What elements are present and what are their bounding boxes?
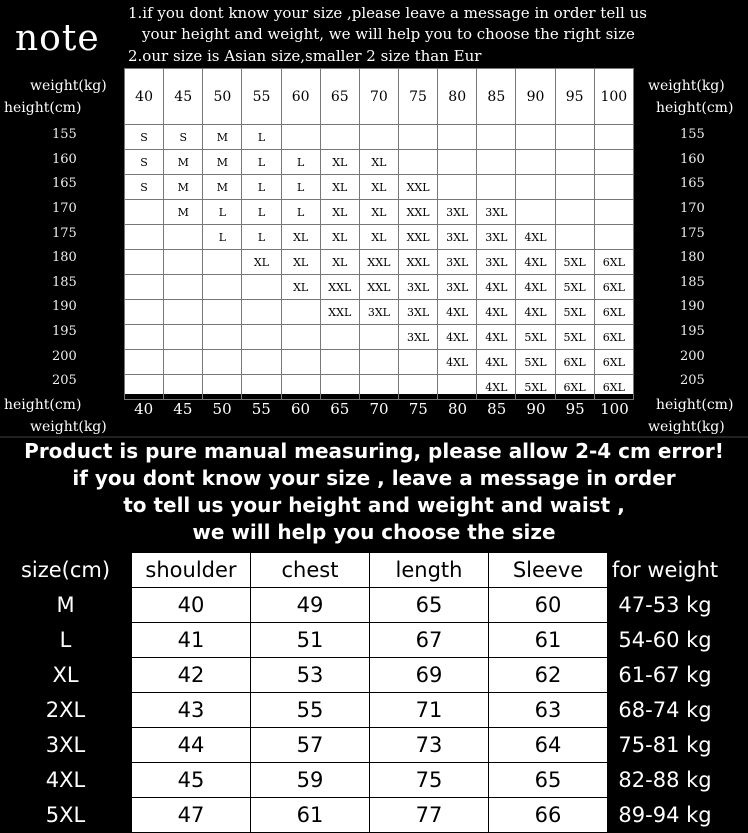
grid-cell: 3XL	[438, 225, 477, 250]
grid-cell	[359, 125, 398, 150]
grid-cell: XXL	[398, 200, 437, 225]
weight-header-40: 40	[125, 69, 164, 125]
grid-cell: M	[164, 175, 203, 200]
grid-cell	[281, 125, 320, 150]
grid-cell	[320, 325, 359, 350]
column-header-shoulder: shoulder	[132, 553, 251, 588]
grid-cell	[398, 350, 437, 375]
grid-cell: 6XL	[594, 250, 633, 275]
weight-header-50: 50	[203, 69, 242, 125]
grid-cell	[359, 350, 398, 375]
weight-range: 47-53 kg	[618, 593, 712, 617]
measurement-cell: 40	[132, 588, 251, 623]
grid-cell: S	[125, 175, 164, 200]
grid-cell: 5XL	[555, 275, 594, 300]
column-header-length: length	[370, 553, 489, 588]
grid-cell: M	[203, 125, 242, 150]
measurement-cell: 49	[251, 588, 370, 623]
grid-cell: 3XL	[477, 250, 516, 275]
height-label-left: 155	[52, 127, 77, 142]
grid-cell	[203, 250, 242, 275]
grid-cell: L	[281, 175, 320, 200]
measurement-cell: 42	[132, 658, 251, 693]
weight-header-65: 65	[320, 69, 359, 125]
weight-header-45: 45	[164, 69, 203, 125]
grid-weight-header-row	[125, 69, 634, 125]
height-label-left: 185	[52, 274, 77, 290]
grid-cell: XL	[281, 225, 320, 250]
note-title: note	[15, 18, 100, 59]
grid-cell: XXL	[398, 250, 437, 275]
measurement-cell: 55	[251, 693, 370, 728]
grid-cell: XXL	[359, 250, 398, 275]
grid-cell: 4XL	[438, 325, 477, 350]
grid-cell	[203, 350, 242, 375]
measuring-message	[0, 438, 748, 546]
grid-cell	[398, 150, 437, 175]
height-label-left: 170	[52, 200, 77, 216]
size-label: 5XL	[45, 803, 86, 827]
grid-cell: 4XL	[516, 300, 555, 325]
grid-cell: M	[203, 175, 242, 200]
height-label-left: 205	[52, 373, 77, 389]
grid-cell	[281, 325, 320, 350]
measurement-row-5XL	[0, 798, 722, 833]
height-label-right: 165	[680, 176, 705, 192]
grid-cell: XL	[281, 275, 320, 300]
grid-cell: 4XL	[477, 375, 516, 400]
grid-cell: 5XL	[555, 250, 594, 275]
measurement-cell: 64	[489, 728, 608, 763]
bottom-weight-40: 40	[134, 400, 154, 418]
measurement-header-row	[0, 553, 722, 588]
measurement-cell: 43	[132, 693, 251, 728]
grid-cell	[281, 375, 320, 400]
size-label: 2XL	[45, 698, 86, 722]
grid-cell: 3XL	[398, 300, 437, 325]
height-label-left: 160	[52, 151, 77, 167]
grid-cell	[438, 175, 477, 200]
height-label-left: 180	[52, 250, 77, 266]
grid-cell: S	[164, 125, 203, 150]
grid-cell	[555, 200, 594, 225]
left-weight-label-bottom: weight(kg)	[30, 419, 107, 435]
grid-cell	[164, 350, 203, 375]
grid-cell: 4XL	[477, 325, 516, 350]
size-grid	[124, 68, 634, 394]
measurement-cell: 62	[489, 658, 608, 693]
grid-cell: 4XL	[477, 350, 516, 375]
measurement-cell: 77	[370, 798, 489, 833]
grid-cell	[125, 350, 164, 375]
size-label: M	[56, 593, 75, 617]
grid-cell: L	[281, 150, 320, 175]
grid-cell: 3XL	[398, 325, 437, 350]
grid-cell: XL	[320, 225, 359, 250]
measurement-cell: 71	[370, 693, 489, 728]
grid-cell: 5XL	[516, 375, 555, 400]
grid-cell	[516, 125, 555, 150]
column-header-chest: chest	[251, 553, 370, 588]
grid-cell	[203, 325, 242, 350]
grid-row-170	[125, 200, 634, 225]
measurement-cell: 57	[251, 728, 370, 763]
message-line-3: to tell us your height and weight and waist ,	[123, 493, 625, 517]
grid-cell: 3XL	[438, 250, 477, 275]
note-line-3: 2.our size is Asian size,smaller 2 size than Eur	[128, 47, 482, 65]
grid-cell	[359, 325, 398, 350]
size-header: size(cm)	[20, 558, 111, 582]
grid-cell: 3XL	[398, 275, 437, 300]
measurement-cell: 61	[489, 623, 608, 658]
grid-cell: S	[125, 150, 164, 175]
bottom-weight-axis	[124, 400, 634, 430]
grid-cell: 4XL	[516, 225, 555, 250]
height-label-left: 165	[52, 176, 77, 192]
grid-cell: L	[242, 200, 281, 225]
weight-header-75: 75	[398, 69, 437, 125]
weight-header-100: 100	[594, 69, 633, 125]
grid-cell: M	[203, 150, 242, 175]
grid-cell: L	[242, 125, 281, 150]
grid-row-195	[125, 325, 634, 350]
measurement-cell: 73	[370, 728, 489, 763]
grid-cell: M	[164, 150, 203, 175]
grid-cell	[203, 300, 242, 325]
bottom-weight-100: 100	[600, 400, 629, 418]
right-height-label-bottom: height(cm)	[656, 397, 734, 413]
grid-cell	[516, 175, 555, 200]
grid-cell: XL	[242, 250, 281, 275]
size-label: L	[59, 628, 72, 652]
grid-row-180	[125, 250, 634, 275]
grid-body	[125, 125, 634, 400]
measurement-cell: 67	[370, 623, 489, 658]
height-label-right: 200	[680, 348, 705, 364]
grid-cell	[438, 375, 477, 400]
grid-cell	[477, 150, 516, 175]
grid-row-175	[125, 225, 634, 250]
grid-cell	[203, 375, 242, 400]
grid-cell: 6XL	[555, 350, 594, 375]
height-label-left: 175	[52, 225, 77, 241]
grid-cell	[242, 325, 281, 350]
weight-header-90: 90	[516, 69, 555, 125]
grid-cell: L	[203, 200, 242, 225]
height-label-right: 205	[680, 373, 705, 389]
grid-cell	[516, 150, 555, 175]
weight-header-80: 80	[438, 69, 477, 125]
bottom-weight-45: 45	[173, 400, 193, 418]
grid-cell: XL	[359, 175, 398, 200]
grid-cell: 5XL	[555, 325, 594, 350]
grid-cell: XL	[359, 225, 398, 250]
bottom-weight-60: 60	[291, 400, 311, 418]
weight-range: 54-60 kg	[618, 628, 712, 652]
grid-cell: 4XL	[438, 350, 477, 375]
grid-cell: XL	[320, 175, 359, 200]
grid-cell: 6XL	[594, 325, 633, 350]
size-label: XL	[52, 663, 79, 687]
grid-cell	[398, 375, 437, 400]
grid-cell	[242, 375, 281, 400]
grid-cell: 4XL	[516, 250, 555, 275]
grid-cell: S	[125, 125, 164, 150]
height-label-left: 200	[52, 348, 77, 364]
grid-cell: 3XL	[477, 225, 516, 250]
grid-cell	[125, 225, 164, 250]
measurement-table	[0, 552, 722, 833]
bottom-weight-80: 80	[447, 400, 468, 418]
grid-cell: L	[281, 200, 320, 225]
bottom-weight-90: 90	[526, 400, 546, 418]
height-label-right: 195	[680, 324, 705, 340]
measurement-cell: 66	[489, 798, 608, 833]
grid-cell	[594, 150, 633, 175]
size-label: 3XL	[45, 733, 86, 757]
height-label-right: 155	[680, 127, 705, 142]
measurement-cell: 61	[251, 798, 370, 833]
measurement-cell: 45	[132, 763, 251, 798]
measurement-row-2XL	[0, 693, 722, 728]
grid-cell	[438, 150, 477, 175]
measurement-cell: 65	[489, 763, 608, 798]
grid-cell	[477, 175, 516, 200]
grid-cell: 6XL	[555, 375, 594, 400]
grid-cell: L	[203, 225, 242, 250]
measurement-row-L	[0, 623, 722, 658]
weight-range: 68-74 kg	[618, 698, 712, 722]
grid-cell: XL	[320, 150, 359, 175]
grid-cell	[359, 375, 398, 400]
bottom-weight-85: 85	[487, 400, 507, 418]
height-label-left: 195	[52, 324, 77, 340]
measurement-cell: 69	[370, 658, 489, 693]
grid-cell	[555, 225, 594, 250]
grid-cell	[242, 300, 281, 325]
grid-row-190	[125, 300, 634, 325]
grid-cell: 6XL	[594, 350, 633, 375]
bottom-weight-50: 50	[212, 400, 232, 418]
grid-cell	[164, 325, 203, 350]
weight-header-70: 70	[359, 69, 398, 125]
note-line-2: your height and weight, we will help you to choose the right size	[142, 25, 635, 43]
grid-cell	[125, 250, 164, 275]
grid-cell: XXL	[359, 275, 398, 300]
measurement-cell: 44	[132, 728, 251, 763]
grid-row-200	[125, 350, 634, 375]
grid-cell	[125, 300, 164, 325]
grid-cell: XL	[281, 250, 320, 275]
grid-cell: 6XL	[594, 275, 633, 300]
grid-cell	[594, 125, 633, 150]
grid-cell	[125, 325, 164, 350]
bottom-weight-70: 70	[369, 400, 389, 418]
measurement-cell: 47	[132, 798, 251, 833]
grid-cell	[516, 200, 555, 225]
grid-cell	[242, 275, 281, 300]
message-line-2: if you dont know your size , leave a message in order	[72, 466, 676, 490]
measurement-cell: 60	[489, 588, 608, 623]
height-label-right: 185	[680, 274, 705, 290]
grid-row-155	[125, 125, 634, 150]
message-line-4: we will help you choose the size	[192, 520, 556, 544]
weight-header-55: 55	[242, 69, 281, 125]
measurement-cell: 75	[370, 763, 489, 798]
measurement-body	[0, 588, 722, 833]
grid-cell: 5XL	[516, 350, 555, 375]
grid-cell	[594, 225, 633, 250]
height-label-right: 160	[680, 151, 705, 167]
measurement-cell: 65	[370, 588, 489, 623]
note-line-1: 1.if you dont know your size ,please leave a message in order tell us	[128, 4, 647, 22]
grid-cell: 4XL	[438, 300, 477, 325]
grid-cell	[203, 275, 242, 300]
grid-cell: M	[164, 200, 203, 225]
grid-cell: XXL	[320, 300, 359, 325]
grid-cell	[438, 125, 477, 150]
right-weight-label-bottom: weight(kg)	[648, 419, 725, 435]
weight-header-95: 95	[555, 69, 594, 125]
measurement-cell: 63	[489, 693, 608, 728]
grid-cell: 4XL	[477, 300, 516, 325]
grid-cell	[555, 175, 594, 200]
grid-cell: 6XL	[594, 375, 633, 400]
grid-row-185	[125, 275, 634, 300]
left-weight-label: weight(kg)	[30, 78, 107, 94]
grid-cell	[281, 300, 320, 325]
left-height-label: height(cm)	[4, 100, 82, 116]
measurement-row-3XL	[0, 728, 722, 763]
grid-cell: 4XL	[477, 275, 516, 300]
grid-cell: 4XL	[516, 275, 555, 300]
grid-cell	[477, 125, 516, 150]
grid-cell	[125, 275, 164, 300]
grid-cell: XXL	[398, 225, 437, 250]
right-weight-label: weight(kg)	[648, 78, 725, 94]
grid-cell: L	[242, 225, 281, 250]
grid-cell	[398, 125, 437, 150]
grid-cell: 5XL	[516, 325, 555, 350]
measurement-row-M	[0, 588, 722, 623]
bottom-weight-65: 65	[330, 400, 350, 418]
measurement-row-4XL	[0, 763, 722, 798]
grid-cell: XXL	[398, 175, 437, 200]
grid-cell: XXL	[320, 275, 359, 300]
grid-cell: XL	[359, 150, 398, 175]
grid-cell	[320, 375, 359, 400]
grid-cell: 3XL	[438, 200, 477, 225]
grid-cell: XL	[320, 250, 359, 275]
grid-cell	[320, 350, 359, 375]
size-label: 4XL	[45, 768, 86, 792]
grid-cell	[164, 275, 203, 300]
measurement-row-XL	[0, 658, 722, 693]
grid-cell: 5XL	[555, 300, 594, 325]
grid-cell: 3XL	[359, 300, 398, 325]
measurement-cell: 59	[251, 763, 370, 798]
grid-row-160	[125, 150, 634, 175]
weight-header-60: 60	[281, 69, 320, 125]
message-line-1: Product is pure manual measuring, please allow 2-4 cm error!	[24, 439, 724, 463]
column-header-sleeve: Sleeve	[489, 553, 608, 588]
grid-cell	[242, 350, 281, 375]
weight-header-85: 85	[477, 69, 516, 125]
weight-range: 61-67 kg	[618, 663, 712, 687]
grid-cell: 3XL	[477, 200, 516, 225]
grid-cell	[164, 375, 203, 400]
height-label-left: 190	[52, 299, 77, 315]
height-label-right: 180	[680, 250, 705, 266]
grid-row-165	[125, 175, 634, 200]
grid-cell	[281, 350, 320, 375]
weight-header: for weight	[611, 558, 719, 582]
bottom-weight-95: 95	[565, 400, 585, 418]
right-height-label: height(cm)	[656, 100, 734, 116]
grid-cell	[164, 250, 203, 275]
grid-cell	[320, 125, 359, 150]
grid-cell: 3XL	[438, 275, 477, 300]
height-label-right: 170	[680, 200, 705, 216]
measurement-cell: 51	[251, 623, 370, 658]
grid-cell	[555, 150, 594, 175]
weight-range: 75-81 kg	[618, 733, 712, 757]
measurement-cell: 53	[251, 658, 370, 693]
grid-cell	[555, 125, 594, 150]
left-height-label-bottom: height(cm)	[4, 397, 82, 413]
weight-range: 89-94 kg	[618, 803, 712, 827]
grid-cell	[594, 200, 633, 225]
height-label-right: 190	[680, 299, 705, 315]
height-label-right: 175	[680, 225, 705, 241]
measurement-cell: 41	[132, 623, 251, 658]
grid-cell: XL	[320, 200, 359, 225]
grid-cell	[594, 175, 633, 200]
grid-cell: L	[242, 150, 281, 175]
grid-cell	[125, 375, 164, 400]
grid-cell	[125, 200, 164, 225]
grid-cell: 6XL	[594, 300, 633, 325]
measurement-table-section	[0, 552, 748, 826]
bottom-weight-55: 55	[251, 400, 271, 418]
grid-cell: L	[242, 175, 281, 200]
grid-cell	[164, 225, 203, 250]
bottom-weight-75: 75	[408, 400, 428, 418]
grid-cell	[164, 300, 203, 325]
grid-row-205	[125, 375, 634, 400]
grid-cell: XL	[359, 200, 398, 225]
weight-range: 82-88 kg	[618, 768, 712, 792]
